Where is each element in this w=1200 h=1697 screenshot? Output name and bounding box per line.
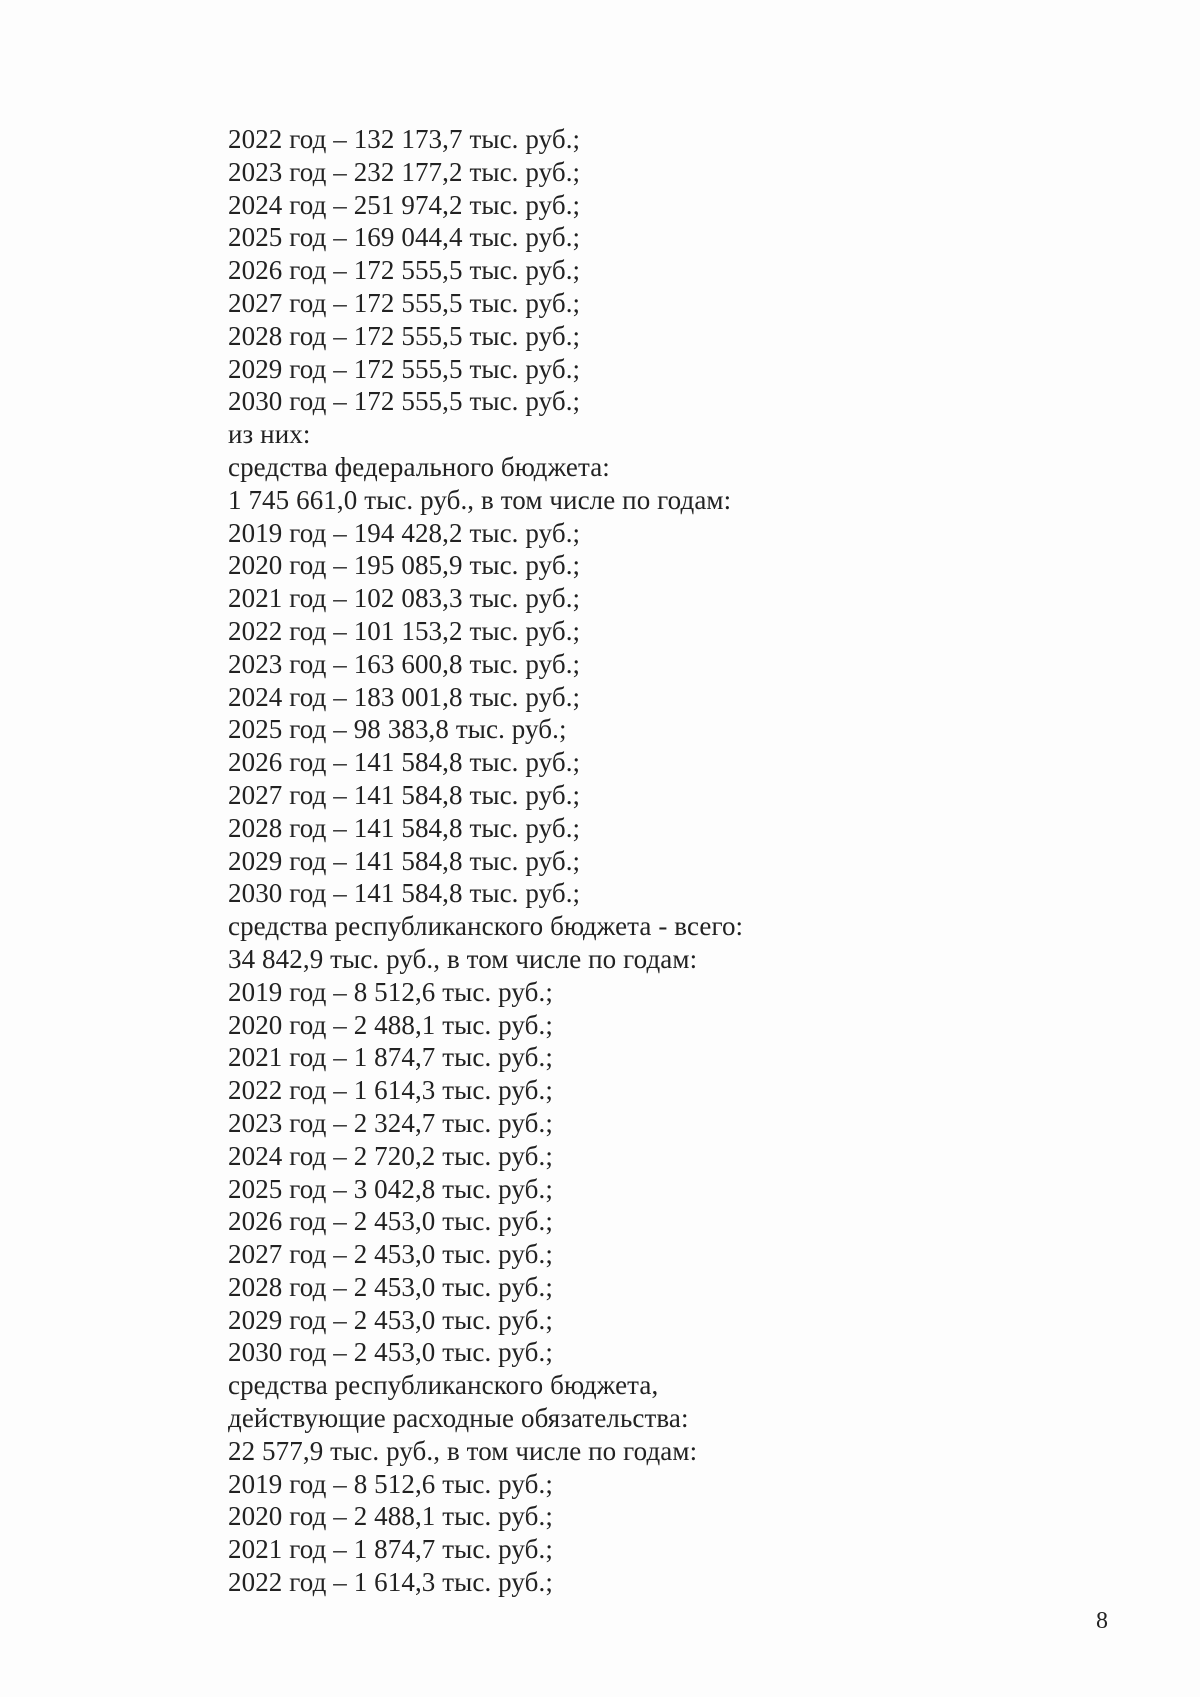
text-line: 2021 год – 102 083,3 тыс. руб.; xyxy=(228,583,581,614)
text-line: 2019 год – 8 512,6 тыс. руб.; xyxy=(228,1468,553,1499)
text-line: 2025 год – 169 044,4 тыс. руб.; xyxy=(228,222,581,253)
text-line: 2025 год – 98 383,8 тыс. руб.; xyxy=(228,714,567,745)
text-line: 2026 год – 172 555,5 тыс. руб.; xyxy=(228,255,581,286)
text-line: 2027 год – 172 555,5 тыс. руб.; xyxy=(228,287,581,318)
text-line: 2028 год – 2 453,0 тыс. руб.; xyxy=(228,1271,553,1302)
text-line: 2019 год – 194 428,2 тыс. руб.; xyxy=(228,517,581,548)
text-line: 2020 год – 2 488,1 тыс. руб.; xyxy=(228,1009,553,1040)
text-line: 2021 год – 1 874,7 тыс. руб.; xyxy=(228,1042,553,1073)
text-line: 2028 год – 172 555,5 тыс. руб.; xyxy=(228,320,581,351)
text-line: 2025 год – 3 042,8 тыс. руб.; xyxy=(228,1173,553,1204)
text-line: 2024 год – 2 720,2 тыс. руб.; xyxy=(228,1140,553,1171)
text-line: 1 745 661,0 тыс. руб., в том числе по годам: xyxy=(228,484,732,515)
text-line: 2020 год – 195 085,9 тыс. руб.; xyxy=(228,550,581,581)
text-line: 2020 год – 2 488,1 тыс. руб.; xyxy=(228,1501,553,1532)
text-line: средства республиканского бюджета - всего: xyxy=(228,911,744,942)
text-line: 2026 год – 2 453,0 тыс. руб.; xyxy=(228,1206,553,1237)
text-line: 2021 год – 1 874,7 тыс. руб.; xyxy=(228,1534,553,1565)
text-line: средства федерального бюджета: xyxy=(228,451,610,482)
funding-lines xyxy=(228,123,743,1599)
text-line: 2022 год – 1 614,3 тыс. руб.; xyxy=(228,1075,553,1106)
text-line: средства республиканского бюджета, xyxy=(228,1370,659,1401)
text-line: 2023 год – 2 324,7 тыс. руб.; xyxy=(228,1107,553,1138)
text-line: 2022 год – 101 153,2 тыс. руб.; xyxy=(228,615,581,646)
text-line: 2024 год – 183 001,8 тыс. руб.; xyxy=(228,681,581,712)
text-line: 2029 год – 2 453,0 тыс. руб.; xyxy=(228,1304,553,1335)
text-line: 2029 год – 141 584,8 тыс. руб.; xyxy=(228,845,581,876)
text-line: 2030 год – 141 584,8 тыс. руб.; xyxy=(228,878,581,909)
text-line: 2030 год – 172 555,5 тыс. руб.; xyxy=(228,386,581,417)
text-line: 2023 год – 232 177,2 тыс. руб.; xyxy=(228,156,581,187)
text-line: 2029 год – 172 555,5 тыс. руб.; xyxy=(228,353,581,384)
text-line: 2022 год – 132 173,7 тыс. руб.; xyxy=(228,124,581,154)
text-line: 2030 год – 2 453,0 тыс. руб.; xyxy=(228,1337,553,1368)
text-line: 22 577,9 тыс. руб., в том числе по годам: xyxy=(228,1435,698,1466)
text-line: 2019 год – 8 512,6 тыс. руб.; xyxy=(228,976,553,1007)
text-line: 2028 год – 141 584,8 тыс. руб.; xyxy=(228,812,581,843)
text-line: 2026 год – 141 584,8 тыс. руб.; xyxy=(228,747,581,778)
page-number: 8 xyxy=(1096,1608,1108,1634)
text-line: 2027 год – 141 584,8 тыс. руб.; xyxy=(228,779,581,810)
text-line: 2022 год – 1 614,3 тыс. руб.; xyxy=(228,1567,553,1598)
text-line: 2023 год – 163 600,8 тыс. руб.; xyxy=(228,648,581,679)
text-line: действующие расходные обязательства: xyxy=(228,1403,689,1434)
text-line: 34 842,9 тыс. руб., в том числе по годам: xyxy=(228,943,698,974)
text-line: из них: xyxy=(228,419,311,450)
text-line: 2024 год – 251 974,2 тыс. руб.; xyxy=(228,189,581,220)
text-line: 2027 год – 2 453,0 тыс. руб.; xyxy=(228,1239,553,1270)
